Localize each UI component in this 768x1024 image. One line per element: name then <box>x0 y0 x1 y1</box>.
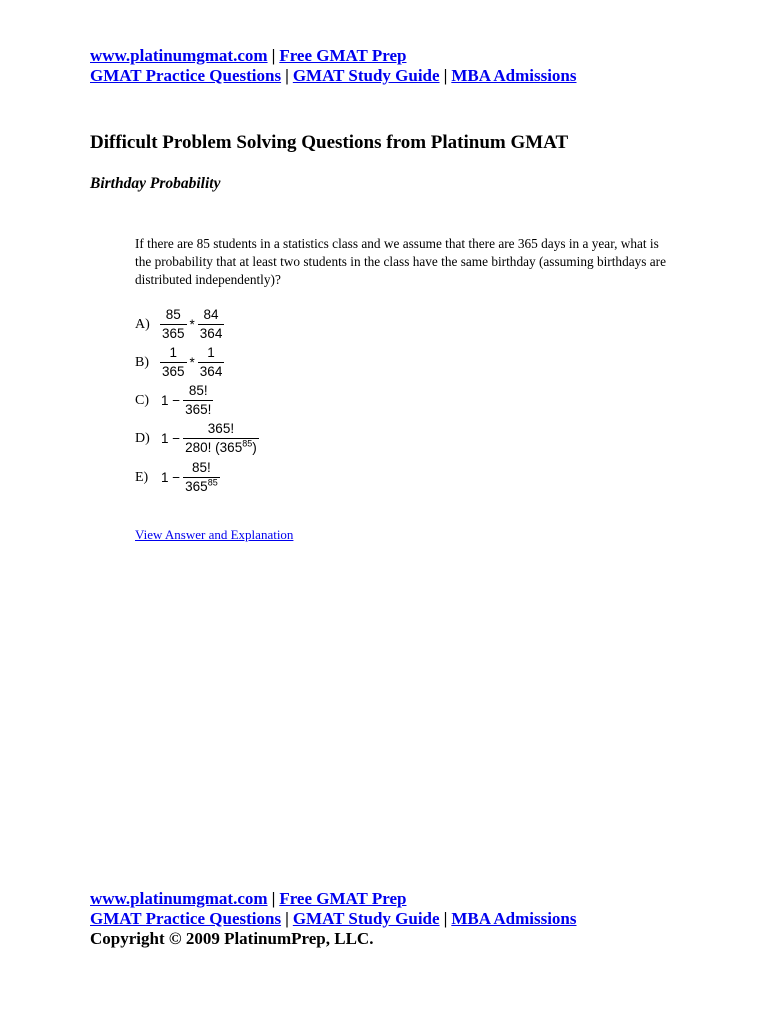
multiply-sign: * <box>189 355 195 370</box>
fraction-denominator: 364 <box>199 326 223 341</box>
option-d-letter: D) <box>135 430 150 446</box>
multiply-sign: * <box>189 317 195 332</box>
fraction-denominator <box>183 477 220 495</box>
question-text: If there are 85 students in a statistics class and we assume that there are 365 days in a year, what is the probability that at least two students in the class have the same birthday (assuming birthdays are distributed independently)? <box>135 236 667 287</box>
footer-site-link[interactable]: www.platinumgmat.com <box>90 889 268 908</box>
header-separator: | <box>285 66 289 85</box>
option-c-fraction <box>183 383 213 418</box>
footer-row-1 <box>90 889 577 909</box>
footer-separator: | <box>285 909 289 928</box>
fraction-numerator: 365! <box>207 421 235 436</box>
footer-study-guide-link[interactable]: GMAT Study Guide <box>292 909 440 928</box>
denominator-exponent: 85 <box>242 438 253 449</box>
footer-practice-questions-link[interactable]: GMAT Practice Questions <box>90 909 282 928</box>
option-d <box>135 421 260 456</box>
fraction-denominator <box>183 438 259 456</box>
footer-free-prep-link[interactable]: Free GMAT Prep <box>279 889 407 908</box>
page-subtitle: Birthday Probability <box>90 175 221 192</box>
option-e-fraction <box>183 460 220 495</box>
denominator-close: ) <box>252 440 257 455</box>
option-b-fraction-2 <box>198 345 225 380</box>
header-separator: | <box>271 46 276 65</box>
denominator-exponent: 85 <box>207 477 218 488</box>
denominator-base: 365 <box>185 479 208 494</box>
option-a-letter: A) <box>135 316 150 332</box>
option-e-letter: E) <box>135 469 149 485</box>
footer-separator: | <box>271 889 276 908</box>
header-study-guide-link[interactable]: GMAT Study Guide <box>292 66 440 85</box>
header-row-1 <box>90 46 577 66</box>
header-mba-admissions-link[interactable]: MBA Admissions <box>451 66 577 85</box>
footer-mba-admissions-link[interactable]: MBA Admissions <box>451 909 577 928</box>
footer-row-2 <box>90 909 577 929</box>
option-d-fraction <box>183 421 259 456</box>
header-row-2 <box>90 66 577 86</box>
option-a-fraction-1 <box>160 307 187 342</box>
view-answer-link[interactable]: View Answer and Explanation <box>135 527 294 542</box>
fraction-denominator: 365 <box>162 364 185 379</box>
option-b-letter: B) <box>135 354 149 370</box>
fraction-denominator: 365! <box>185 402 212 417</box>
option-c <box>135 383 214 418</box>
page-title: Difficult Problem Solving Questions from Platinum GMAT <box>90 132 569 153</box>
option-e-prefix: 1 − <box>161 470 181 485</box>
option-c-letter: C) <box>135 392 149 408</box>
option-b-fraction-1 <box>160 345 187 380</box>
header-separator: | <box>443 66 448 85</box>
option-b <box>135 345 225 380</box>
option-e <box>135 460 221 495</box>
header-free-prep-link[interactable]: Free GMAT Prep <box>279 46 407 65</box>
fraction-numerator: 84 <box>203 307 219 322</box>
fraction-numerator: 1 <box>169 345 178 360</box>
fraction-numerator: 85! <box>192 460 211 475</box>
header-site-link[interactable]: www.platinumgmat.com <box>90 46 268 65</box>
option-a <box>135 307 225 342</box>
denominator-base: 280! (365 <box>185 440 243 455</box>
fraction-numerator: 1 <box>207 345 215 360</box>
option-d-prefix: 1 − <box>161 431 181 446</box>
footer-links <box>90 889 577 949</box>
copyright-text: Copyright © 2009 PlatinumPrep, LLC. <box>90 929 374 948</box>
header-links <box>90 46 577 86</box>
option-c-prefix: 1 − <box>161 393 181 408</box>
fraction-denominator: 365 <box>162 326 185 341</box>
fraction-numerator: 85 <box>165 307 181 322</box>
header-practice-questions-link[interactable]: GMAT Practice Questions <box>90 66 282 85</box>
fraction-numerator: 85! <box>188 383 208 398</box>
option-a-fraction-2 <box>198 307 225 342</box>
footer-separator: | <box>443 909 448 928</box>
fraction-denominator: 364 <box>199 364 223 379</box>
